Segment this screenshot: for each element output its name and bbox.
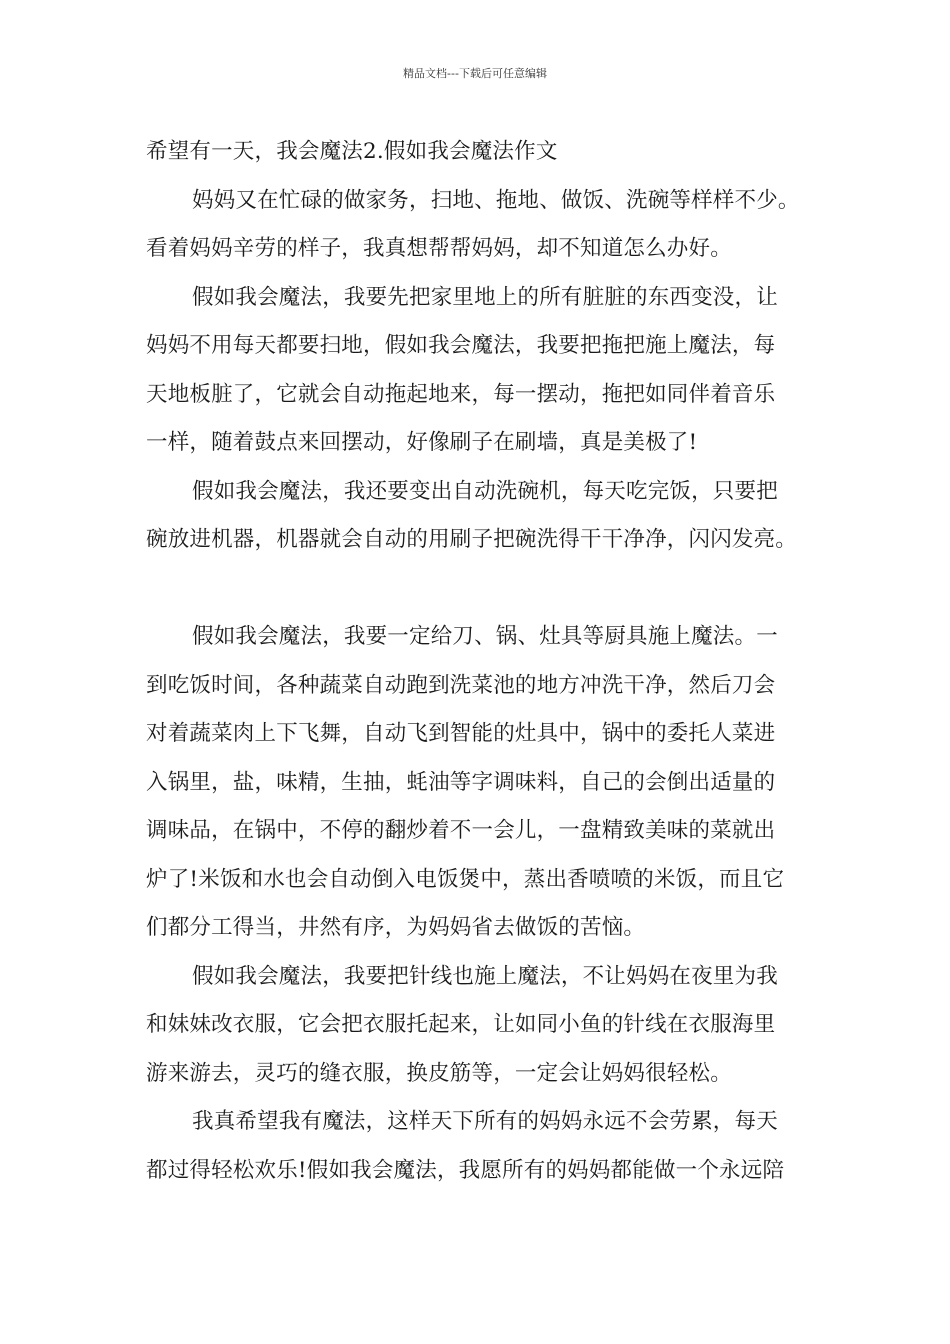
document-title-line: 希望有一天，我会魔法2.假如我会魔法作文 (146, 139, 558, 164)
paragraph-line: 一样，随着鼓点来回摆动，好像刷子在刷墙，真是美极了! (146, 430, 698, 455)
paragraph-line: 入锅里，盐，味精，生抽，蚝油等字调味料，自己的会倒出适量的 (146, 769, 776, 795)
paragraph-line: 调味品，在锅中，不停的翻炒着不一会儿，一盘精致美味的菜就出 (146, 818, 776, 843)
paragraph-line: 和妹妹改衣服，它会把衣服托起来，让如同小鱼的针线在衣服海里 (146, 1012, 776, 1037)
paragraph-line: 碗放进机器，机器就会自动的用刷子把碗洗得干干净净，闪闪发亮。 (146, 527, 798, 552)
paragraph-line: 假如我会魔法，我还要变出自动洗碗机，每天吃完饭，只要把 (192, 478, 778, 504)
paragraph-gap (146, 565, 814, 614)
paragraph-line: 天地板脏了，它就会自动拖起地来，每一摆动，拖把如同伴着音乐 (146, 381, 776, 407)
page-header: 精品文档---下载后可任意编辑 (403, 67, 547, 80)
paragraph-line: 妈妈又在忙碌的做家务，扫地、拖地、做饭、洗碗等样样不少。 (192, 187, 800, 213)
paragraph-line: 我真希望我有魔法，这样天下所有的妈妈永远不会劳累，每天 (192, 1109, 778, 1134)
paragraph-line: 都过得轻松欢乐!假如我会魔法，我愿所有的妈妈都能做一个永远陪 (146, 1157, 785, 1183)
paragraph-line: 假如我会魔法，我要一定给刀、锅、灶具等厨具施上魔法。一 (192, 624, 778, 649)
document-body (146, 128, 814, 1195)
paragraph-line: 炉了!米饭和水也会自动倒入电饭煲中，蒸出香喷喷的米饭，而且它 (146, 866, 785, 892)
paragraph-line: 游来游去，灵巧的缝衣服，换皮筋等，一定会让妈妈很轻松。 (146, 1060, 732, 1086)
paragraph-line: 假如我会魔法，我要先把家里地上的所有脏脏的东西变没，让 (192, 284, 778, 310)
paragraph-line: 假如我会魔法，我要把针线也施上魔法，不让妈妈在夜里为我 (192, 963, 778, 989)
paragraph-line: 们都分工得当，井然有序，为妈妈省去做饭的苦恼。 (146, 915, 646, 940)
paragraph-line: 看着妈妈辛劳的样子，我真想帮帮妈妈，却不知道怎么办好。 (146, 236, 732, 261)
paragraph-line: 对着蔬菜肉上下飞舞，自动飞到智能的灶具中，锅中的委托人菜进 (146, 721, 776, 746)
paragraph-line: 到吃饭时间，各种蔬菜自动跑到洗菜池的地方冲洗干净，然后刀会 (146, 672, 776, 698)
paragraph-line: 妈妈不用每天都要扫地，假如我会魔法，我要把拖把施上魔法，每 (146, 333, 776, 358)
